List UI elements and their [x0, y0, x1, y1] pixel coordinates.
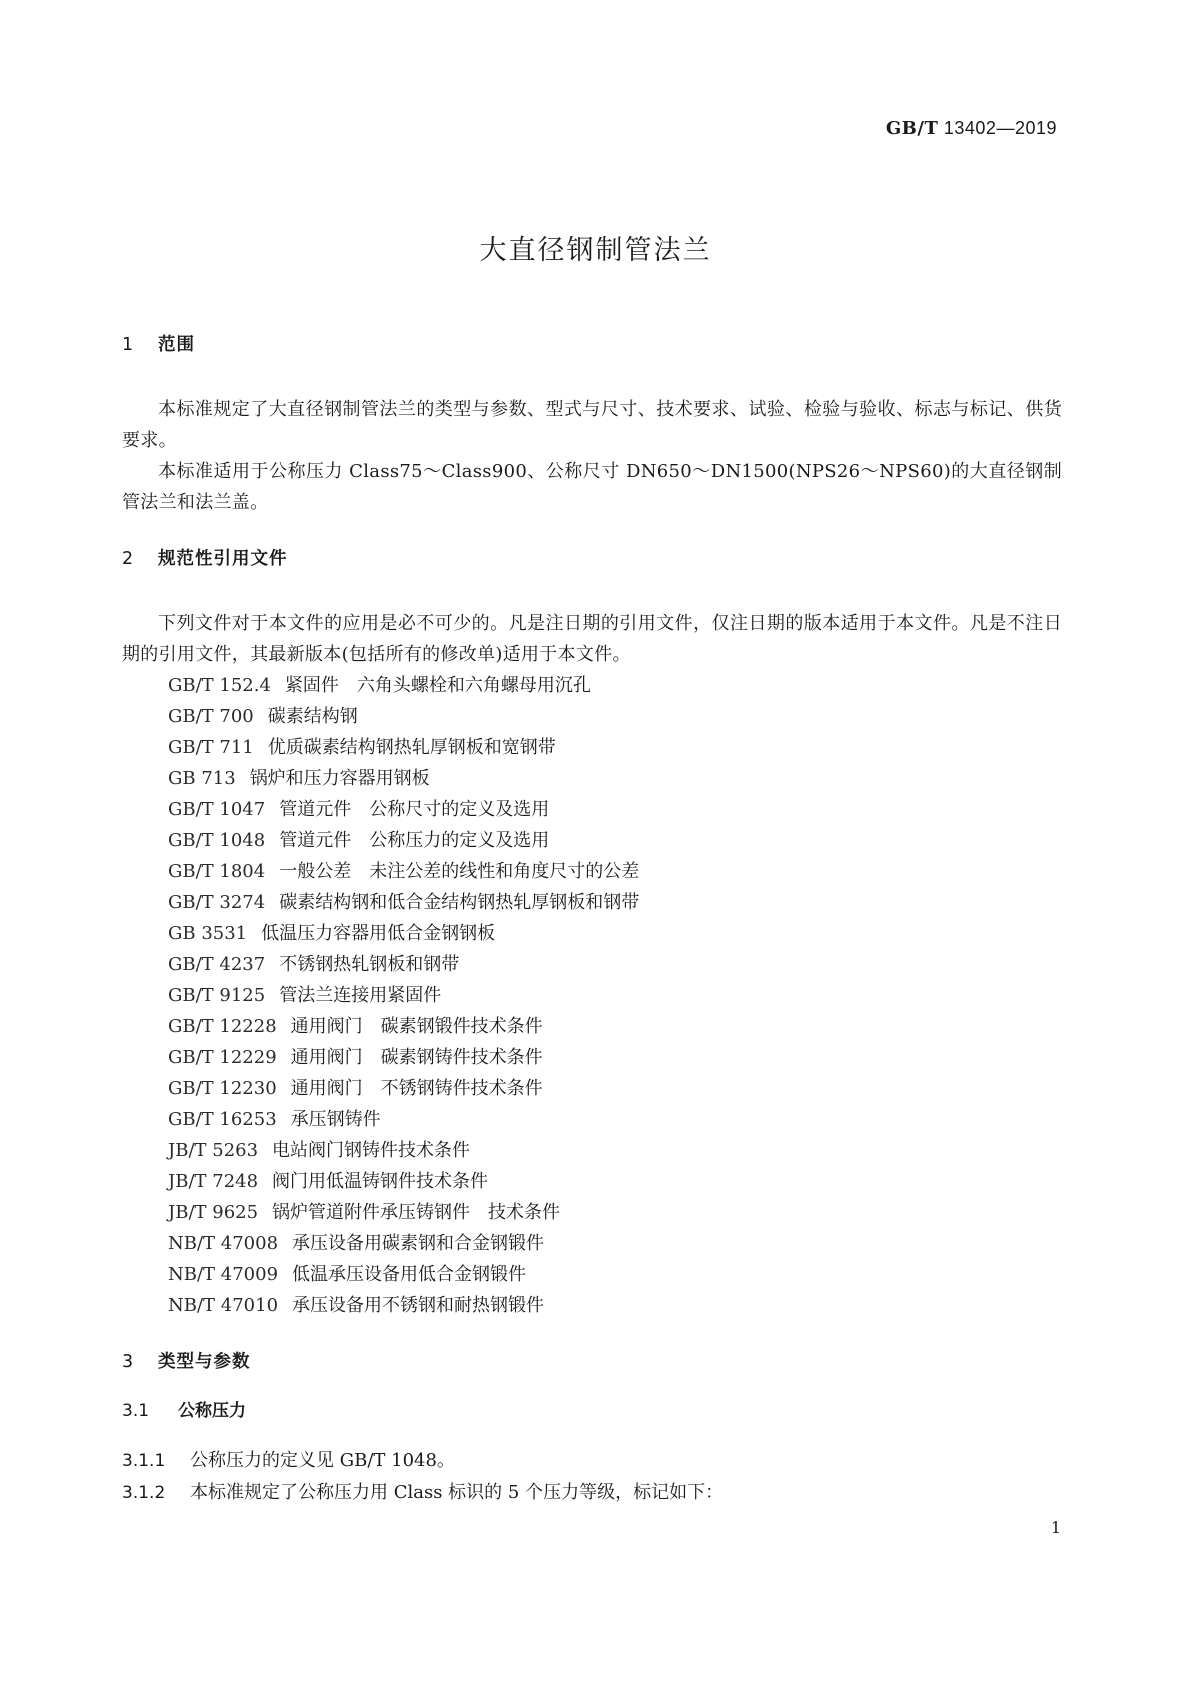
ref-code: GB/T 12229	[168, 1047, 277, 1068]
ref-code: NB/T 47010	[168, 1295, 279, 1316]
clause-3-1-2	[122, 1477, 1062, 1509]
list-item	[122, 887, 1062, 918]
ref-code: GB/T 9125	[168, 985, 266, 1006]
section-2-heading	[122, 544, 1062, 575]
clause-number: 3.1.2	[122, 1483, 166, 1503]
list-item	[122, 701, 1062, 732]
section-number: 1	[122, 335, 135, 355]
clause-text: 本标准规定了公称压力用 Class 标识的 5 个压力等级，标记如下：	[190, 1482, 724, 1503]
standard-code-header	[886, 118, 1057, 139]
section-title: 规范性引用文件	[158, 549, 288, 569]
ref-title: 管道元件 公称压力的定义及选用	[279, 830, 550, 851]
clause-3-1-1	[122, 1445, 1062, 1477]
ref-code: GB/T 3274	[168, 892, 266, 913]
ref-title: 碳素结构钢	[267, 706, 358, 727]
subsection-number: 3.1	[122, 1401, 150, 1421]
list-item	[122, 918, 1062, 949]
list-item	[122, 1042, 1062, 1073]
list-item	[122, 1104, 1062, 1135]
subsection-title: 公称压力	[178, 1401, 246, 1421]
ref-title: 阀门用低温铸钢件技术条件	[272, 1171, 489, 1192]
paragraph: 本标准规定了大直径钢制管法兰的类型与参数、型式与尺寸、技术要求、试验、检验与验收、标志与标记、供货要求。	[122, 399, 1062, 451]
standard-number: 13402—2019	[943, 118, 1057, 138]
paragraph: 下列文件对于本文件的应用是必不可少的。凡是注日期的引用文件，仅注日期的版本适用于本文件。凡是不注日期的引用文件，其最新版本(包括所有的修改单)适用于本文件。	[122, 613, 1062, 665]
list-item	[122, 980, 1062, 1011]
list-item	[122, 794, 1062, 825]
ref-title: 通用阀门 碳素钢铸件技术条件	[290, 1047, 543, 1068]
ref-code: GB/T 16253	[168, 1109, 277, 1130]
section-3-heading	[122, 1347, 1062, 1378]
ref-code: GB 3531	[168, 923, 248, 944]
ref-code: GB/T 1804	[168, 861, 266, 882]
ref-code: NB/T 47009	[168, 1264, 279, 1285]
ref-code: GB 713	[168, 768, 236, 789]
section-title: 范围	[158, 335, 195, 355]
ref-title: 优质碳素结构钢热轧厚钢板和宽钢带	[267, 737, 556, 758]
list-item	[122, 1011, 1062, 1042]
ref-title: 低温承压设备用低合金钢锻件	[292, 1264, 527, 1285]
ref-title: 碳素结构钢和低合金结构钢热轧厚钢板和钢带	[279, 892, 640, 913]
ref-title: 锅炉管道附件承压铸钢件 技术条件	[272, 1202, 561, 1223]
ref-title: 电站阀门钢铸件技术条件	[272, 1140, 471, 1161]
subsection-3-1-heading	[122, 1396, 1062, 1427]
ref-title: 低温压力容器用低合金钢钢板	[261, 923, 496, 944]
list-item	[122, 1135, 1062, 1166]
list-item	[122, 1166, 1062, 1197]
list-item	[122, 1259, 1062, 1290]
section-number: 2	[122, 549, 135, 569]
page-number: 1	[1050, 1518, 1061, 1537]
ref-code: GB/T 1048	[168, 830, 266, 851]
list-item	[122, 1290, 1062, 1321]
ref-code: GB/T 4237	[168, 954, 266, 975]
normative-references-list	[122, 670, 1062, 1321]
list-item	[122, 949, 1062, 980]
ref-title: 不锈钢热轧钢板和钢带	[279, 954, 460, 975]
section-title: 类型与参数	[158, 1352, 251, 1372]
ref-code: GB/T 152.4	[168, 675, 271, 696]
list-item	[122, 825, 1062, 856]
paragraph: 本标准适用于公称压力 Class75～Class900、公称尺寸 DN650～DN1500(NPS26～NPS60)的大直径钢制管法兰和法兰盖。	[122, 461, 1062, 513]
section-number: 3	[122, 1352, 135, 1372]
ref-title: 承压设备用不锈钢和耐热钢锻件	[292, 1295, 545, 1316]
ref-title: 通用阀门 不锈钢铸件技术条件	[290, 1078, 543, 1099]
ref-code: JB/T 7248	[168, 1171, 259, 1192]
clause-number: 3.1.1	[122, 1451, 166, 1471]
ref-title: 锅炉和压力容器用钢板	[249, 768, 430, 789]
ref-code: JB/T 5263	[168, 1140, 259, 1161]
ref-title: 承压钢铸件	[290, 1109, 381, 1130]
ref-title: 紧固件 六角头螺栓和六角螺母用沉孔	[284, 675, 591, 696]
page-title: 大直径钢制管法兰	[479, 235, 712, 266]
ref-title: 管道元件 公称尺寸的定义及选用	[279, 799, 550, 820]
list-item	[122, 670, 1062, 701]
ref-code: GB/T 700	[168, 706, 254, 727]
ref-code: JB/T 9625	[168, 1202, 259, 1223]
list-item	[122, 1073, 1062, 1104]
clause-text: 公称压力的定义见 GB/T 1048。	[190, 1450, 455, 1471]
ref-code: NB/T 47008	[168, 1233, 279, 1254]
ref-title: 通用阀门 碳素钢锻件技术条件	[290, 1016, 543, 1037]
ref-code: GB/T 12230	[168, 1078, 277, 1099]
list-item	[122, 856, 1062, 887]
list-item	[122, 763, 1062, 794]
ref-code: GB/T 1047	[168, 799, 266, 820]
ref-code: GB/T 12228	[168, 1016, 277, 1037]
list-item	[122, 1228, 1062, 1259]
ref-code: GB/T 711	[168, 737, 254, 758]
ref-title: 一般公差 未注公差的线性和角度尺寸的公差	[279, 861, 640, 882]
document-body	[122, 330, 1062, 1509]
standard-prefix: GB/T	[885, 118, 939, 139]
ref-title: 承压设备用碳素钢和合金钢锻件	[292, 1233, 545, 1254]
list-item	[122, 1197, 1062, 1228]
list-item	[122, 732, 1062, 763]
ref-title: 管法兰连接用紧固件	[279, 985, 442, 1006]
section-1-heading	[122, 330, 1062, 361]
